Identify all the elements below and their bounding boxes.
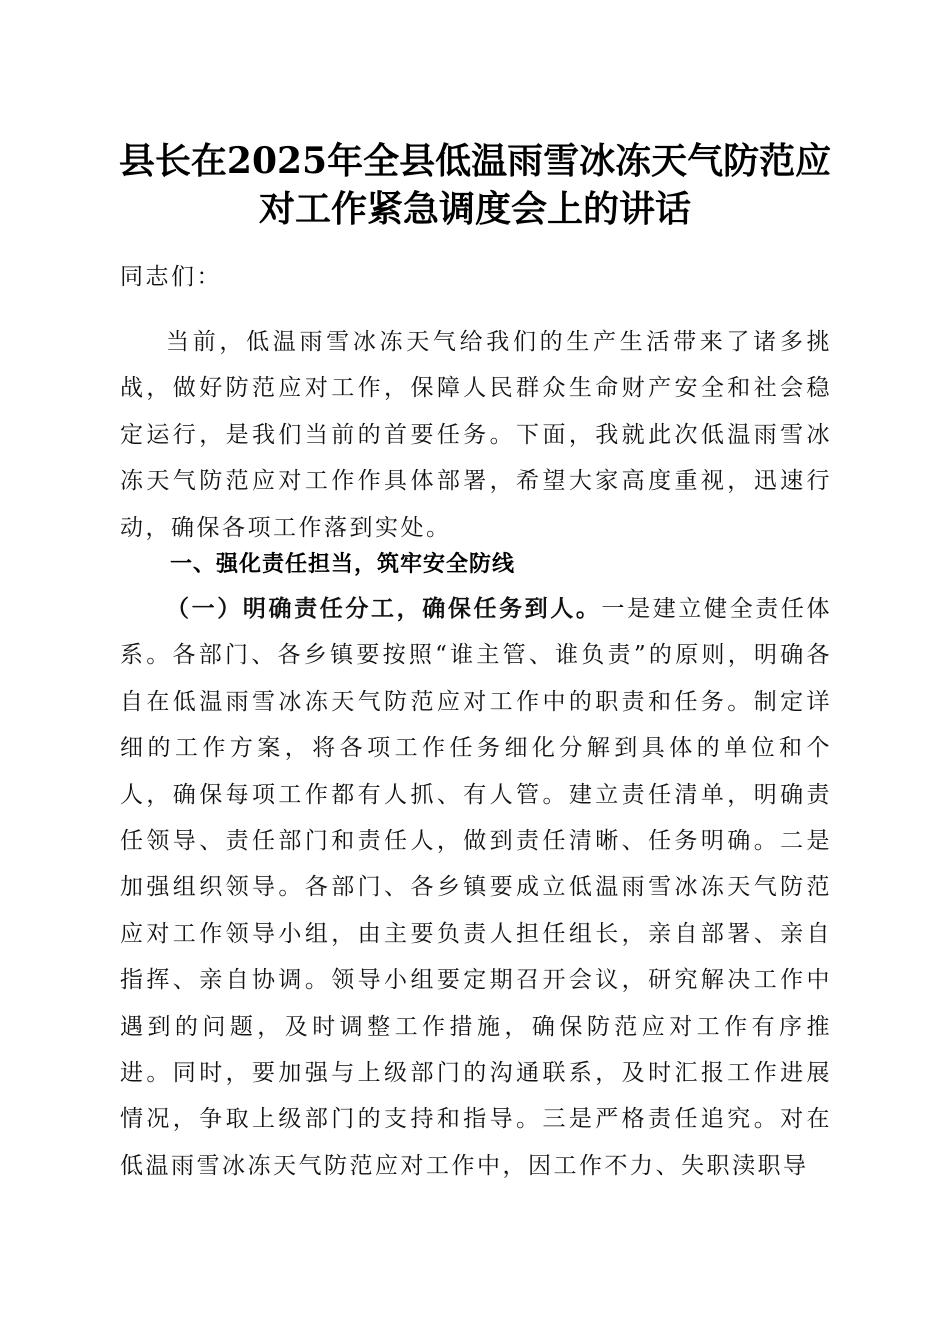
document-title-line-1: 县长在2025年全县低温雨雪冰冻天气防范应 — [118, 140, 832, 182]
subsection-body: 一是建立健全责任体系。各部门、各乡镇要按照“谁主管、谁负责”的原则，明确各自在低温雨雪冰冻天气防范应对工作中的职责和任务。制定详细的工作方案，将各项工作任务细化分解到具体的单位和个人，确保每项工作都有人抓、有人管。建立责任清单，明确责任领导、责任部门和责任人，做到责任清晰、任务明确。二是加强组织领导。各部门、各乡镇要成立低温雨雪冰冻天气防范应对工作领导小组，由主要负责人担任组长，亲自部署、亲自指挥、亲自协调。领导小组要定期召开会议，研究解决工作中遇到的问题，及时调整工作措施，确保防范应对工作有序推进。同时，要加强与上级部门的沟通联系，及时汇报工作进展情况，争取上级部门的支持和指导。三是严格责任追究。对在低温雨雪冰冻天气防范应对工作中，因工作不力、失职渎职导 — [120, 596, 833, 1179]
salutation: 同志们： — [120, 264, 222, 290]
subsection-lead: （一）明确责任分工，确保任务到人。 — [166, 595, 602, 622]
section-heading-1: 一、强化责任担当，筑牢安全防线 — [170, 552, 516, 577]
subsection-paragraph-1 — [120, 586, 832, 1189]
document-title-line-2: 对工作紧急调度会上的讲话 — [258, 188, 691, 230]
intro-paragraph: 当前，低温雨雪冰冻天气给我们的生产生活带来了诸多挑战，做好防范应对工作，保障人民群众生命财产安全和社会稳定运行，是我们当前的首要任务。下面，我就此次低温雨雪冰冻天气防范应对工作作具体部署，希望大家高度重视，迅速行动，确保各项工作落到实处。 — [120, 329, 832, 541]
